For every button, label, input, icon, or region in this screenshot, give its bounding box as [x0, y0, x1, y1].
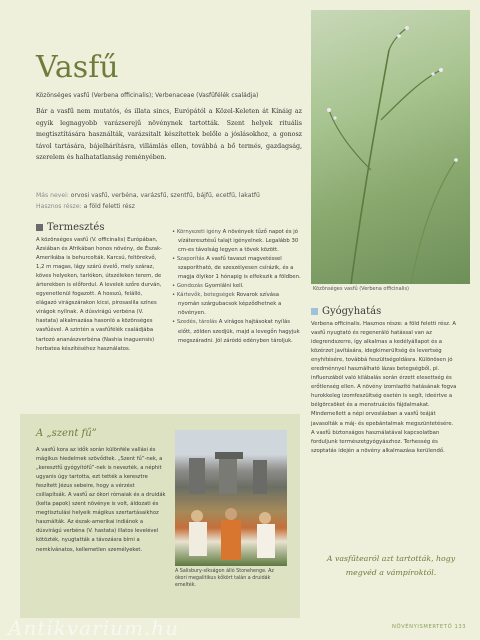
- sidebar-box-title: A „szent fű”: [36, 428, 97, 439]
- vervain-photo: [311, 10, 470, 284]
- watermark: Antikvarium.hu: [8, 616, 180, 640]
- bullet-lead: Gondozás: [176, 283, 203, 290]
- gyogyhatas-text: [311, 320, 461, 456]
- bullet-text: A növények tűző napot és jó vízáteresztésű talajt igényelnek. Legalább 30 cm-es távolság legyen a tövek között.: [178, 229, 299, 254]
- bullet-lead: Környezeti igény: [176, 229, 221, 235]
- bullet-item: [172, 291, 302, 318]
- stonehenge-photo: [175, 430, 287, 566]
- vervain-photo-caption: Közönséges vasfű (Verbena officinalis): [313, 286, 409, 292]
- termesztes-text: A közönséges vasfű (V. officinalis) Európában, Ázsiában és Afrikában honos növény, de Észak-Amerikába is behurcolták. Karcsú, feltörekvő, 1,2 m magas, lágy szárú évelő, mely száraz, köves helyeken, tarlókon, útszéleken terem, de árterekben is előfordul. A levelek szőre durván, egyenetlenül fogazott. A hosszú, felálló, elágazó virágszárakon kicsi, pirosaslila színes virágok nyílnak. A dúsvirágú verbéna (V. hastata) alkalmazása hasonló a közönséges vasfűével. A szintén a vasfűfélék családjába tartozó ananászverbéna (Nashia inaguensis) herbatea készítéséhez használatos.: [36, 237, 162, 352]
- intro-paragraph: Bár a vasfű nem mutatós, és illata sincs, Európától a Közel-Keleten át Kínáig az egyik legnagyobb varázserejű növénynek tartották. Szent helyek rituális megtisztítására használták, varázsitalt készítettek belőle a jóslásokhoz, a gonosz távol tartására, bájelhárításra, villámlás ellen, továbbá a bő termés, gazdagság, szerelem és halhatatlanság reményében.: [36, 108, 302, 162]
- other-names-value: orvosi vasfű, verbéna, varázsfű, szentfű, bájfű, ecetfű, lakatfű: [70, 192, 260, 199]
- names-block: [36, 190, 308, 212]
- gyogyhatas-heading-text: Gyógyhatás: [322, 306, 382, 317]
- section-heading-termesztes: [36, 222, 104, 233]
- gyogyhatas-paragraph: Verbena officinalis. Hasznos része: a föld feletti rész. A vasfű nyugtató és regeneráló hatással van az idegrendszerre, így alkalmas a kedélyállapot és a közérzet javítására, idegkimerültség és levertség enyhítésére, továbbá feszültségoldásra. Különösen jó eredménnyel használható lázas betegségből, pl. influenzából való kilábalás során érzett elesettség és erőtlenség ellen. A növény izomlazító hatásának fogva hurokkeleg izomfeszültség esetén is segít, ideértve a bélgörcsöket és a menstruációs fájdalmakat.: [311, 321, 457, 409]
- botanical-subtitle: Közönséges vasfű (Verbena officinalis); Verbenaceae (Vasfűfélék családja): [36, 92, 259, 99]
- page-footer: NÖVÉNYISMERTETŐ 133: [392, 624, 467, 630]
- bullet-item: [172, 318, 302, 345]
- bullet-text: Rovarok szívása nyomán szárgubacsok képződhetnek a növényen.: [178, 292, 282, 317]
- bullet-item: [172, 228, 302, 255]
- page-title: Vasfű: [36, 50, 119, 85]
- gyogyhatas-paragraph: A vasfű biztonságos használatával kapcsolatban forduljunk természetgyógyászhoz. Terhesség és szoptatás idején a növény alkalmazása kerülendő.: [311, 429, 445, 454]
- sidebar-box-text: A vasfű kora az idők során különféle vallási és mágikus hiedelmek szövődtek. „Szent fű”-nek, a „keresztfű gyógyítófű”-nek is nevezték, a néphit ugyanis úgy tartotta, ezt tették a keresztre feszített Jézus sebeire, hogy a vérzést csillapítsák. A vasfű az ókori rómaiak és a druidák (kelta papok) szent növénye is volt, áldozati és megtisztulási helyeik mágikus szertartásaikhoz használták. Az észak-amerikai indiánok a dúsvirágú verbéna (V. hastata) illatos levelével kötözték, nyugtatták a távozásra bírni a nemkívánatos, kellemetlen személyeket.: [36, 447, 166, 553]
- stonehenge-caption: A Salisbury-síkságon álló Stonehenge. Az ókori megalitikus kőkört talán a druidák emelték.: [175, 569, 274, 588]
- termesztes-heading-text: Termesztés: [47, 222, 105, 233]
- heading-square-icon: [36, 224, 43, 231]
- stonehenge-photo-art: [175, 430, 287, 566]
- bullet-item: [172, 282, 302, 291]
- useful-part-value: a föld feletti rész: [83, 203, 135, 210]
- useful-part-label: Hasznos része:: [36, 203, 82, 210]
- bullet-lead: Kártevők, betegségek: [176, 292, 235, 299]
- bullet-text: Gyomlálni kell.: [204, 283, 244, 290]
- heading-square-icon: [311, 308, 318, 315]
- termesztes-bullets: [172, 228, 302, 346]
- bullet-text: A virágos hajtásokat nyílás előtt, zölden szedjük, majd a levegőn hagyjuk megszáradni. Jól záródó edényben tároljuk.: [178, 319, 300, 344]
- other-names-label: Más nevei:: [36, 192, 69, 199]
- pull-quote: A vasfűtearól azt tartották, hogy megvéd a vámpíroktól.: [326, 554, 456, 577]
- gyogyhatas-paragraph: Mindemellett a népi orvoslásban a vasfű teáját javasolták a máj- és epebántalmak megszüntetésére.: [311, 411, 454, 427]
- bullet-text: A vasfű tavaszi magvetéssel szaporítható, de szeszélyesen csírázik, és a magja ölyikor 1 hónapig is elfekszik a földben.: [178, 256, 301, 281]
- vervain-photo-art: [311, 10, 470, 284]
- bullet-lead: Szaporítás: [176, 256, 205, 263]
- bullet-item: [172, 255, 302, 282]
- useful-part: [36, 201, 308, 212]
- other-names: [36, 190, 308, 201]
- bullet-lead: Szedés, tárolás: [176, 319, 218, 326]
- section-heading-gyogyhatas: [311, 306, 381, 317]
